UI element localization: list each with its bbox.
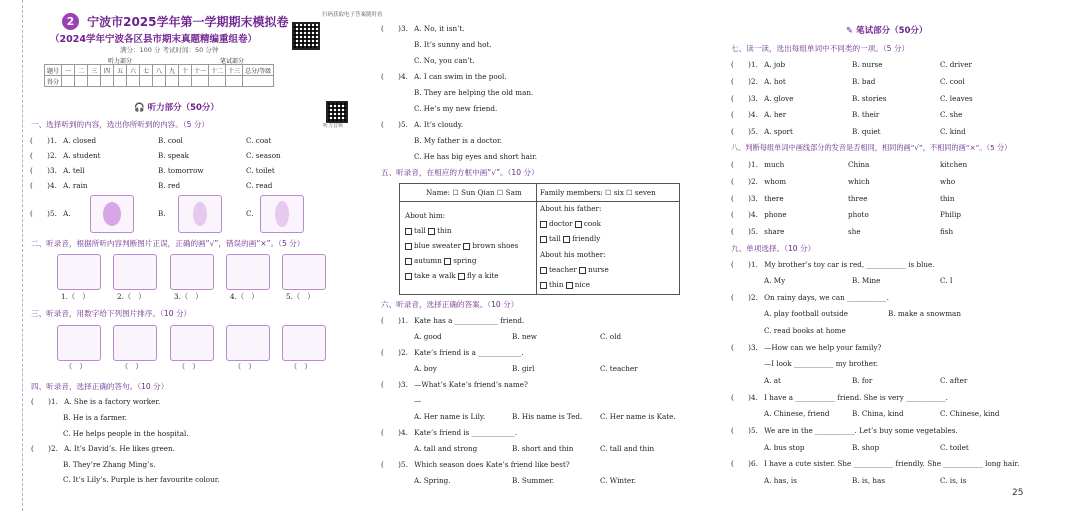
father-row-2: tall friendly: [540, 234, 600, 243]
checkbox[interactable]: [458, 273, 465, 280]
checkbox[interactable]: [405, 258, 412, 265]
option-b: B. Mine: [852, 276, 881, 285]
section-7-title: 七、读一读，选出每组单词中不同类的一项。（5 分）: [731, 44, 910, 53]
page-title: 宁波市2025学年第一学期期末模拟卷: [87, 15, 289, 29]
checkbox[interactable]: [428, 228, 435, 235]
s3-answer-4[interactable]: （ ）: [234, 362, 256, 371]
option-c: C. No, you can’t.: [414, 56, 475, 65]
score-col: 六: [127, 65, 140, 76]
word-c: kitchen: [940, 160, 968, 169]
headphones-icon: 🎧: [134, 103, 145, 113]
q8-3: ( )3. there: [731, 194, 784, 203]
q1-4: ( )4. A. rain: [30, 181, 88, 190]
option-b: B. red: [158, 181, 181, 190]
word-b: China: [848, 160, 870, 169]
mother-row-1: teacher nurse: [540, 265, 609, 274]
option-c: C. He has big eyes and short hair.: [414, 152, 538, 161]
score-col: 十一: [192, 65, 209, 76]
score-col: 五: [114, 65, 127, 76]
form-name-row: Name: ☐ Sun Qian ☐ Sam: [426, 188, 522, 197]
option-c: C. after: [940, 376, 968, 385]
s2-answer-2[interactable]: 2.（ ）: [117, 292, 146, 301]
write-score-label: 笔试部分: [220, 58, 245, 65]
option-b: B. China, kind: [852, 409, 904, 418]
checkbox[interactable]: [540, 221, 547, 228]
q1-1: ( )1. A. closed: [30, 136, 97, 145]
option-a: A. has, is: [764, 476, 797, 485]
option-c: C. He helps people in the hospital.: [63, 429, 189, 438]
q6-3: ( )3. —What’s Kate’s friend’s name?: [381, 380, 528, 389]
q4-1: ( )1. A. She is a factory worker.: [31, 397, 161, 406]
word-c: who: [940, 177, 956, 186]
option-b: B.: [158, 209, 166, 218]
option-b: B. tomorrow: [158, 166, 204, 175]
option-c: C. Her name is Kate.: [600, 412, 676, 421]
about-him-label: About him:: [405, 211, 446, 220]
page-subtitle: （2024学年宁波各区县市期末真题精编重组卷）: [50, 34, 257, 45]
option-c: C. leaves: [940, 94, 973, 103]
option-c: C. toilet: [246, 166, 275, 175]
qr-note: 扫码获取电子答案随时看: [322, 12, 383, 18]
s3-picture-2: [113, 325, 157, 361]
checkbox[interactable]: [540, 267, 547, 274]
s3-answer-2[interactable]: （ ）: [121, 362, 143, 371]
option-b: B. It’s sunny and hot.: [414, 40, 492, 49]
s3-picture-1: [57, 325, 101, 361]
option-c: C. tall and thin: [600, 444, 655, 453]
option-a: A. at: [764, 376, 781, 385]
s2-answer-4[interactable]: 4.（ ）: [230, 292, 259, 301]
score-col: 二: [75, 65, 88, 76]
word-b: three: [848, 194, 868, 203]
section-2-title: 二、听录音，根据所听内容判断图片正误，正确的画“√”，错误的画“×”。（5 分）: [31, 239, 305, 248]
option-b: B. stories: [852, 94, 887, 103]
form-family-row: Family members: ☐ six ☐ seven: [540, 188, 656, 197]
s2-picture-5: [282, 254, 326, 290]
score-row-label: 得分: [45, 76, 62, 87]
q9-2: ( )2. On rainy days, we can ___________.: [731, 293, 889, 302]
option-c: C. toilet: [940, 443, 969, 452]
q6-5: ( )5. Which season does Kate’s friend like best?: [381, 460, 570, 469]
score-col: 九: [166, 65, 179, 76]
option-b: B. new: [512, 332, 537, 341]
option-b: B. girl: [512, 364, 535, 373]
word-b: which: [848, 177, 870, 186]
q1-2: ( )2. A. student: [30, 151, 101, 160]
score-total-header: 总分/等级: [243, 65, 274, 76]
option-a: A. tall and strong: [414, 444, 478, 453]
binding-margin: [0, 0, 23, 511]
word-c: thin: [940, 194, 955, 203]
word-b: she: [848, 227, 861, 236]
q9-3-line2: —I look ___________ my brother.: [764, 359, 878, 368]
q7-3: ( )3. A. glove: [731, 94, 794, 103]
q4-5: ( )5. A. It’s cloudy.: [381, 120, 464, 129]
s2-picture-4: [226, 254, 270, 290]
q4-2: ( )2. A. It’s David’s. He likes green.: [31, 444, 175, 453]
info-form: [399, 183, 680, 295]
s3-answer-5[interactable]: （ ）: [290, 362, 312, 371]
score-col: 一: [62, 65, 75, 76]
score-info: 满分：100 分 考试时间：50 分钟: [120, 46, 219, 54]
audio-qr-note: 听力音频: [323, 123, 344, 129]
woman-picture: [260, 195, 304, 233]
option-b: B. their: [852, 110, 880, 119]
q8-4: ( )4. phone: [731, 210, 787, 219]
option-c: C. teacher: [600, 364, 638, 373]
word-c: fish: [940, 227, 954, 236]
option-b: B. speak: [158, 151, 190, 160]
word-b: photo: [848, 210, 869, 219]
option-a: A. My: [764, 276, 786, 285]
s2-picture-1: [57, 254, 101, 290]
girl-picture: [90, 195, 134, 233]
father-row-1: doctor cook: [540, 219, 601, 228]
option-c: C. read: [246, 181, 273, 190]
option-a: A. Her name is Lily.: [414, 412, 486, 421]
option-c: C. Winter.: [600, 476, 637, 485]
q1-3: ( )3. A. tell: [30, 166, 85, 175]
checkbox[interactable]: [444, 258, 451, 265]
him-row-3: autumn spring: [405, 256, 476, 265]
q9-4: ( )4. I have a ___________ friend. She is very ___________.: [731, 393, 948, 402]
score-col: 七: [140, 65, 153, 76]
option-b: B. is, has: [852, 476, 886, 485]
q8-2: ( )2. whom: [731, 177, 787, 186]
s2-picture-3: [170, 254, 214, 290]
option-b: B. for: [852, 376, 873, 385]
q9-5: ( )5. We are in the ___________. Let’s buy some vegetables.: [731, 426, 958, 435]
page-number: 25: [1012, 488, 1024, 498]
q7-4: ( )4. A. her: [731, 110, 787, 119]
option-b: B. He is a farmer.: [63, 413, 127, 422]
word-c: Philip: [940, 210, 961, 219]
checkbox[interactable]: [566, 282, 573, 289]
s2-answer-3[interactable]: 3.（ ）: [174, 292, 203, 301]
option-b: B. nurse: [852, 60, 883, 69]
him-row-1: tall thin: [405, 226, 452, 235]
option-c: C. old: [600, 332, 622, 341]
checkbox[interactable]: [405, 273, 412, 280]
writing-banner: [846, 24, 927, 36]
score-col: 十三: [226, 65, 243, 76]
mother-row-2: thin nice: [540, 280, 590, 289]
s3-picture-3: [170, 325, 214, 361]
q1-5: ( )5. A.: [30, 209, 71, 218]
option-a: A. play football outside: [764, 309, 848, 318]
q9-3: ( )3. —How can we help your family?: [731, 343, 882, 352]
option-a: A. bus stop: [764, 443, 805, 452]
q9-1: ( )1. My brother’s toy car is red, ___________ is blue.: [731, 260, 935, 269]
q7-5: ( )5. A. sport: [731, 127, 793, 136]
option-b: B. His name is Ted.: [512, 412, 583, 421]
option-b: B. make a snowman: [888, 309, 961, 318]
option-c: C. He’s my new friend.: [414, 104, 498, 113]
option-c: C. season: [246, 151, 281, 160]
option-c: C. It’s Lily’s. Purple is her favourite colour.: [63, 475, 220, 484]
q6-1: ( )1. Kate has a ____________ friend.: [381, 316, 525, 325]
about-father-label: About his father:: [540, 204, 602, 213]
q7-1: ( )1. A. job: [731, 60, 786, 69]
option-c: C. coat: [246, 136, 272, 145]
paper-number-badge: 2: [62, 13, 79, 30]
q9-6: ( )6. I have a cute sister. She ___________ friendly. She ___________ long hair.: [731, 459, 1020, 468]
option-c: C. kind: [940, 127, 966, 136]
pencil-icon: ✎: [846, 26, 854, 36]
him-row-2: blue sweater brown shoes: [405, 241, 518, 250]
q8-1: ( )1. much: [731, 160, 785, 169]
option-b: B. They’re Zhang Ming’s.: [63, 460, 156, 469]
q8-5: ( )5. share: [731, 227, 785, 236]
section-5-title: 五、听录音，在相应的方框中画“√”。（10 分）: [381, 168, 539, 177]
s3-answer-3[interactable]: （ ）: [178, 362, 200, 371]
option-b: B. bad: [852, 77, 876, 86]
option-b: B. My father is a doctor.: [414, 136, 502, 145]
checkbox[interactable]: [463, 243, 470, 250]
checkbox[interactable]: [563, 236, 570, 243]
option-b: B. They are helping the old man.: [414, 88, 534, 97]
checkbox[interactable]: [540, 236, 547, 243]
boy-picture: [178, 195, 222, 233]
q4-3: ( )3. A. No, it isn’t.: [381, 24, 465, 33]
score-row-label: 题号: [45, 65, 62, 76]
option-a: A. Chinese, friend: [764, 409, 830, 418]
q7-2: ( )2. A. hot: [731, 77, 786, 86]
option-b: B. short and thin: [512, 444, 574, 453]
option-a: A. boy: [414, 364, 437, 373]
q6-3-answer-line: —: [414, 396, 422, 405]
score-col: 四: [101, 65, 114, 76]
s3-picture-4: [226, 325, 270, 361]
score-col: 十: [179, 65, 192, 76]
option-c: C. I: [940, 276, 953, 285]
listen-score-label: 听力部分: [108, 58, 133, 65]
about-mother-label: About his mother:: [540, 250, 606, 259]
option-c: C.: [246, 209, 254, 218]
option-b: B. shop: [852, 443, 880, 452]
score-col: 十二: [209, 65, 226, 76]
q6-2: ( )2. Kate’s friend is a ____________.: [381, 348, 524, 357]
checkbox[interactable]: [405, 243, 412, 250]
option-b: B. cool: [158, 136, 183, 145]
section-4-title: 四、听录音，选择正确的答句。（10 分）: [31, 382, 169, 391]
checkbox[interactable]: [405, 228, 412, 235]
option-c: C. cool: [940, 77, 965, 86]
score-col: 三: [88, 65, 101, 76]
s2-answer-1[interactable]: 1.（ ）: [61, 292, 90, 301]
q6-4: ( )4. Kate’s friend is ____________.: [381, 428, 518, 437]
option-c: C. Chinese, kind: [940, 409, 1000, 418]
option-b: B. quiet: [852, 127, 881, 136]
section-3-title: 三、听录音，用数字给下列图片排序。（10 分）: [31, 309, 192, 318]
s3-answer-1[interactable]: （ ）: [65, 362, 87, 371]
option-a: A. good: [414, 332, 442, 341]
listening-banner-text: 听力部分（50分）: [147, 103, 219, 113]
option-c: C. driver: [940, 60, 972, 69]
option-c: C. is, is: [940, 476, 967, 485]
section-1-title: 一、选择听到的内容，选出你所听到的内容。（5 分）: [31, 120, 210, 129]
section-9-title: 九、单项选择。（10 分）: [731, 244, 816, 253]
checkbox[interactable]: [575, 221, 582, 228]
checkbox[interactable]: [579, 267, 586, 274]
option-c: C. she: [940, 110, 963, 119]
section-8-title: 八、判断每组单词中画线部分的发音是否相同，相同的画“√”，不相同的画“×”。（5 分）: [731, 143, 1012, 152]
section-6-title: 六、听录音，选择正确的答案。（10 分）: [381, 300, 519, 309]
writing-banner-text: 笔试部分（50分）: [856, 26, 928, 36]
s2-answer-5[interactable]: 5.（ ）: [286, 292, 315, 301]
q4-4: ( )4. A. I can swim in the pool.: [381, 72, 507, 81]
score-col: 八: [153, 65, 166, 76]
s2-picture-2: [113, 254, 157, 290]
him-row-4: take a walk fly a kite: [405, 271, 499, 280]
s3-picture-5: [282, 325, 326, 361]
option-c: C. read books at home: [764, 326, 846, 335]
checkbox[interactable]: [540, 282, 547, 289]
option-a: A. Spring.: [414, 476, 451, 485]
option-b: B. Summer.: [512, 476, 555, 485]
